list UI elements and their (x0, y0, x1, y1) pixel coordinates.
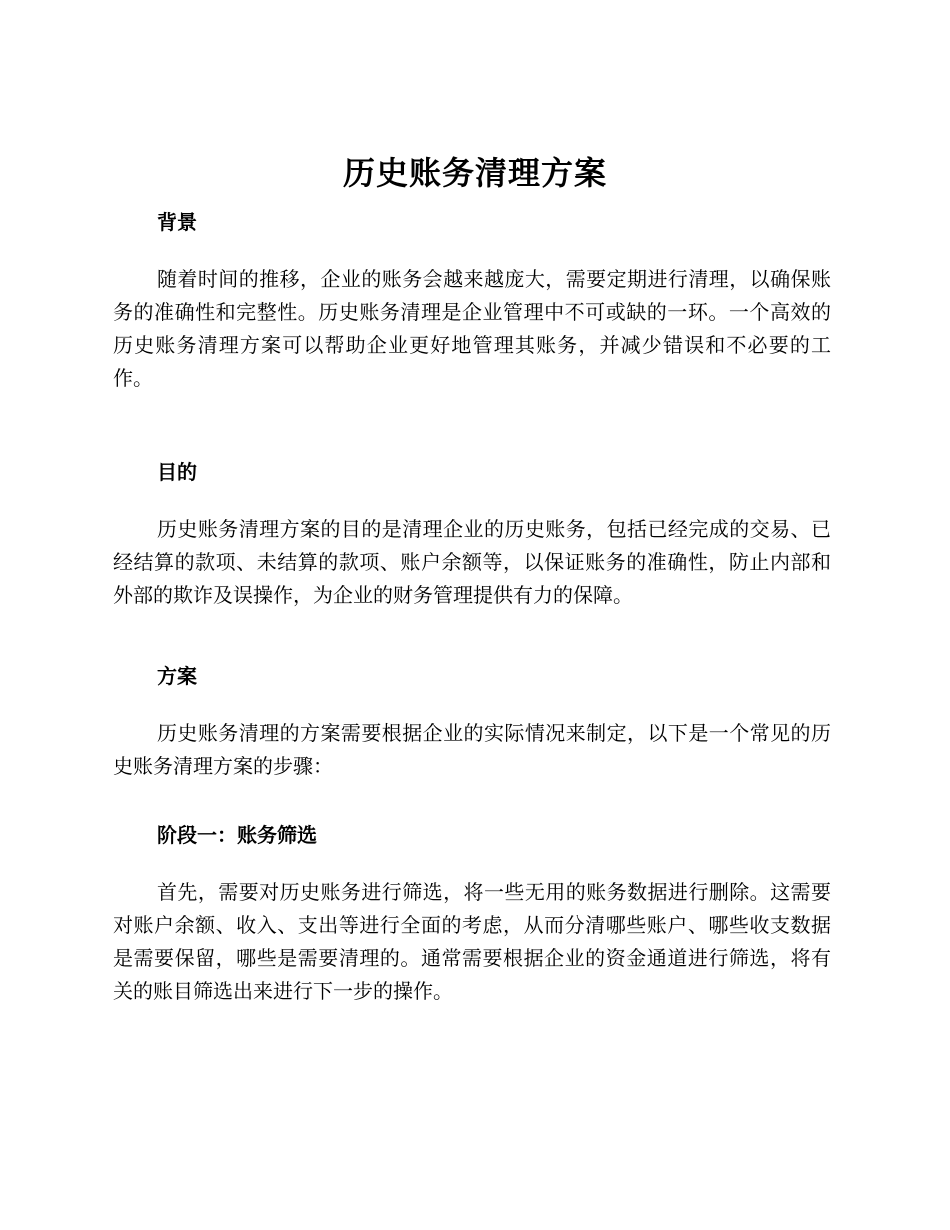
section-paragraph-background: 随着时间的推移，企业的账务会越来越庞大，需要定期进行清理，以确保账务的准确性和完整性。历史账务清理是企业管理中不可或缺的一环。一个高效的历史账务清理方案可以帮助企业更好地管理其账务，并减少错误和不必要的工作。 (113, 267, 831, 390)
section-paragraph-stage-one: 首先，需要对历史账务进行筛选，将一些无用的账务数据进行删除。这需要对账户余额、收入、支出等进行全面的考虑，从而分清哪些账户、哪些收支数据是需要保留，哪些是需要清理的。通常需要根据企业的资金通道进行筛选，将有关的账目筛选出来进行下一步的操作。 (113, 880, 831, 1003)
section-heading-stage-one: 阶段一：账务筛选 (157, 823, 317, 847)
section-paragraph-purpose: 历史账务清理方案的目的是清理企业的历史账务，包括已经完成的交易、已经结算的款项、未结算的款项、账户余额等，以保证账务的准确性，防止内部和外部的欺诈及误操作，为企业的财务管理提供有力的保障。 (113, 517, 831, 607)
section-paragraph-plan: 历史账务清理的方案需要根据企业的实际情况来制定，以下是一个常见的历史账务清理方案的步骤： (113, 721, 831, 778)
section-heading-purpose: 目的 (157, 460, 197, 484)
section-heading-background: 背景 (157, 210, 197, 234)
section-heading-plan: 方案 (157, 664, 197, 688)
document-title: 历史账务清理方案 (342, 154, 607, 192)
